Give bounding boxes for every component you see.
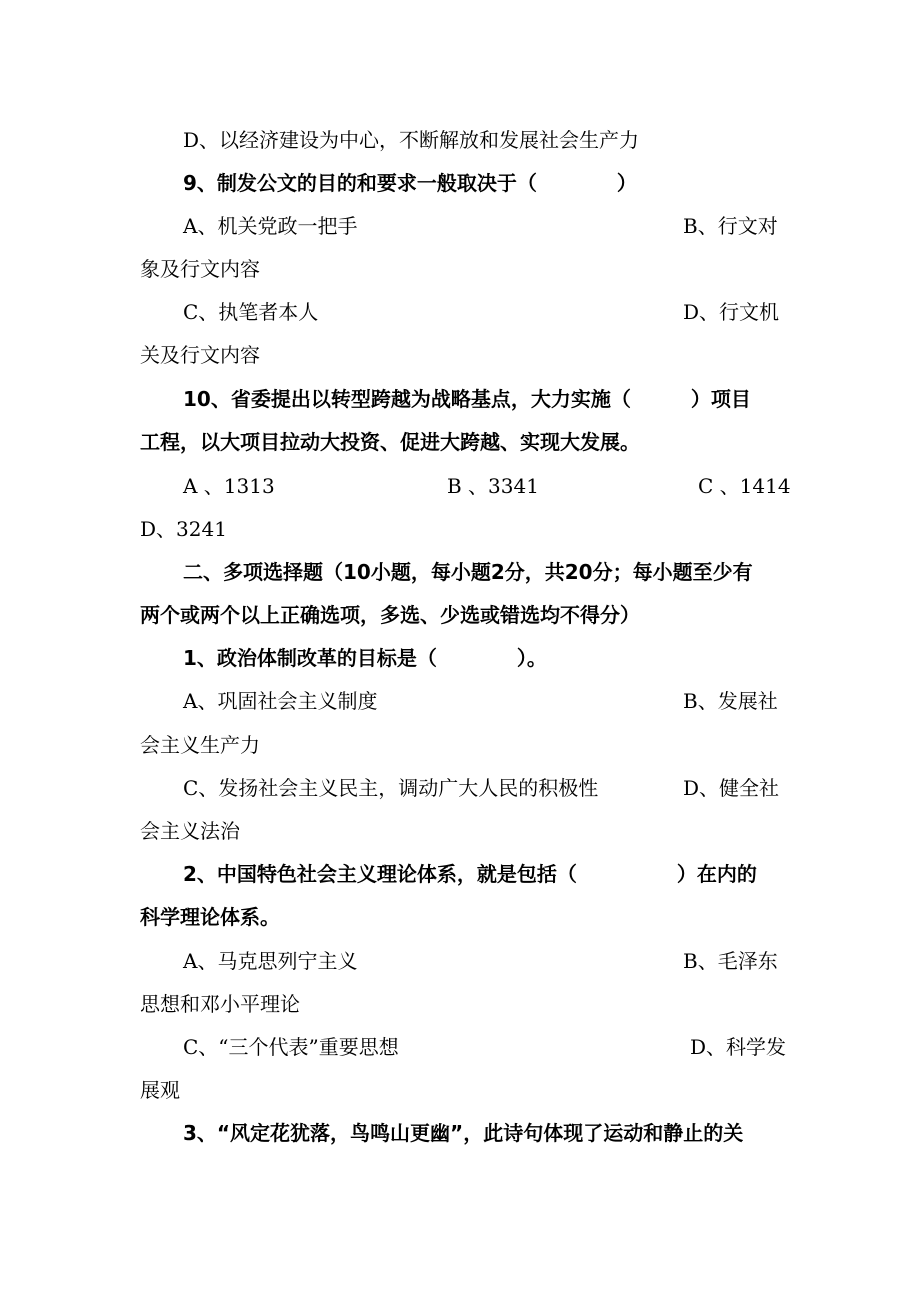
mq2-option-b: B、毛泽东 [683, 949, 778, 973]
q9-option-b-cont: 象及行文内容 [140, 257, 260, 281]
mq1-option-b: B、发展社 [683, 689, 778, 713]
q9-option-b: B、行文对 [683, 214, 778, 238]
q9-option-c: C、执笔者本人 [183, 300, 319, 324]
mq2-stem-cont: 科学理论体系。 [140, 905, 280, 929]
mq3-stem: 3、“风定花犹落，鸟鸣山更幽”，此诗句体现了运动和静止的关 [183, 1121, 744, 1145]
q10-option-a: A 、1313 [183, 474, 275, 498]
mq1-option-d: D、健全社 [683, 776, 780, 800]
mq1-option-a: A、巩固社会主义制度 [183, 689, 378, 713]
mq2-option-b-cont: 思想和邓小平理论 [140, 992, 300, 1016]
mq2-option-a: A、马克思列宁主义 [183, 949, 358, 973]
mq1-stem: 1、政治体制改革的目标是（ ）。 [183, 646, 547, 670]
mq1-option-c: C、发扬社会主义民主，调动广大人民的积极性 [183, 776, 599, 800]
mq1-option-b-cont: 会主义生产力 [140, 733, 260, 757]
q10-option-b: B 、3341 [447, 474, 539, 498]
q10-option-d: D、3241 [140, 517, 227, 541]
section2-heading: 二、多项选择题（10小题，每小题2分，共20分；每小题至少有 [183, 560, 753, 584]
q9-option-d-cont: 关及行文内容 [140, 343, 260, 367]
q10-option-c: C 、1414 [698, 474, 791, 498]
section2-heading-cont: 两个或两个以上正确选项，多选、少选或错选均不得分） [140, 603, 640, 627]
mq2-option-d-cont: 展观 [140, 1078, 180, 1102]
mq2-stem: 2、中国特色社会主义理论体系，就是包括（ ）在内的 [183, 862, 757, 886]
q9-option-a: A、机关党政一把手 [183, 214, 358, 238]
mq2-option-c: C、“三个代表”重要思想 [183, 1035, 399, 1059]
q10-stem: 10、省委提出以转型跨越为战略基点，大力实施（ ）项目 [183, 387, 751, 411]
q10-stem-cont: 工程，以大项目拉动大投资、促进大跨越、实现大发展。 [140, 430, 640, 454]
mq1-option-d-cont: 会主义法治 [140, 819, 240, 843]
q9-stem: 9、制发公文的目的和要求一般取决于（ ） [183, 171, 637, 195]
q9-option-d: D、行文机 [683, 300, 780, 324]
mq2-option-d: D、科学发 [690, 1035, 787, 1059]
q8-option-d: D、以经济建设为中心，不断解放和发展社会生产力 [183, 128, 640, 152]
